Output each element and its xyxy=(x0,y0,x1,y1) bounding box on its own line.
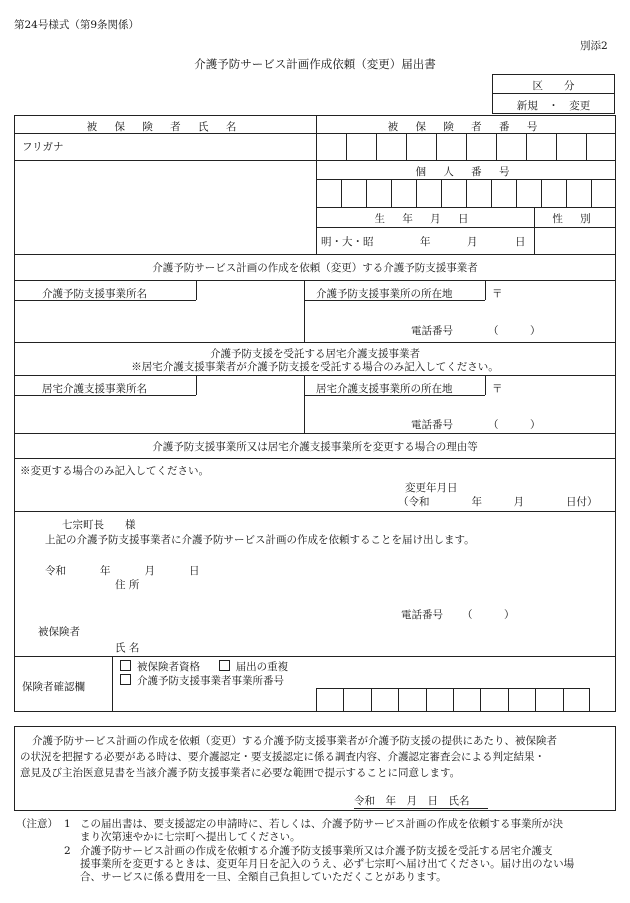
digit-cell-divider xyxy=(556,133,557,160)
kubun-value[interactable]: 新規 ・ 変更 xyxy=(516,100,591,112)
gender-label: 性 別 xyxy=(552,213,598,225)
digit-cell-divider xyxy=(566,179,567,207)
digit-cell-divider xyxy=(508,688,509,712)
prevention-phone-label: 電話番号 xyxy=(411,325,453,337)
digit-cell-divider xyxy=(480,688,481,712)
digit-cell-divider xyxy=(453,688,454,712)
digit-cell-divider xyxy=(516,179,517,207)
consent-text-3: 意見及び主治医意見書を当該介護予防支援事業者に必要な範囲で提示することに同意します。 xyxy=(20,767,461,779)
digit-cell-divider xyxy=(426,688,427,712)
digit-cell-divider xyxy=(416,179,417,207)
addressee: 七宗町長 様 xyxy=(62,519,136,531)
digit-cell-divider xyxy=(406,133,407,160)
address-label: 住 所 xyxy=(115,579,140,591)
digit-cell-divider xyxy=(526,133,527,160)
digit-cell-divider xyxy=(391,179,392,207)
birthdate-label: 生 年 月 日 xyxy=(374,213,476,225)
home-care-office-name-label: 居宅介護支援事業所名 xyxy=(42,383,147,395)
digit-cell-divider xyxy=(398,688,399,712)
prevention-phone-input[interactable]: （ ） xyxy=(488,325,541,337)
declaration-phone-input[interactable]: （ ） xyxy=(462,609,515,621)
digit-cell-divider xyxy=(371,688,372,712)
digit-cell-divider xyxy=(376,133,377,160)
insured-qualification-checkbox[interactable] xyxy=(120,660,131,671)
prevention-address-label: 介護予防支援事業所の所在地 xyxy=(316,288,453,300)
postal-mark: 〒 xyxy=(492,288,503,300)
change-reason-title: 介護予防支援事業所又は居宅介護支援事業所を変更する場合の理由等 xyxy=(152,441,478,453)
home-care-phone-label: 電話番号 xyxy=(411,419,453,431)
name-label: 氏 名 xyxy=(115,642,140,654)
personal-number-label: 個 人 番 号 xyxy=(415,166,517,178)
declaration-phone-label: 電話番号 xyxy=(401,609,443,621)
digit-cell-divider xyxy=(535,688,536,712)
change-reason-note: ※変更する場合のみ記入してください。 xyxy=(20,465,209,477)
digit-cell-divider xyxy=(563,688,564,712)
digit-cell-divider xyxy=(466,133,467,160)
note-1-line2: まり次第速やかに七宗町へ提出してください。 xyxy=(80,831,301,843)
consent-signature[interactable]: 令和 年 月 日 氏名 xyxy=(354,793,488,809)
furigana-label: フリガナ xyxy=(22,141,64,153)
note-1-line1: この届出書は、要支援認定の申請時に、若しくは、介護予防サービス計画の作成を依頼する事業所が決 xyxy=(80,818,563,830)
birthdate-era[interactable]: 明・大・昭 xyxy=(321,236,374,248)
page-title: 介護予防サービス計画作成依頼（変更）届出書 xyxy=(194,57,436,71)
attachment-label: 別添2 xyxy=(580,40,608,52)
confirmation-row-1: 被保険者資格 届出の重複 xyxy=(120,659,288,674)
duplicate-filing-checkbox[interactable] xyxy=(219,660,230,671)
digit-cell-divider xyxy=(366,179,367,207)
form-number: 第24号様式（第9条関係） xyxy=(14,19,140,31)
insured-name-label: 被 保 険 者 氏 名 xyxy=(86,121,244,133)
confirmation-row-2: 介護予防支援事業者事業所番号 xyxy=(120,673,284,688)
digit-cell-divider xyxy=(491,179,492,207)
office-number-checkbox[interactable] xyxy=(120,674,131,685)
main-form xyxy=(14,115,616,712)
digit-cell-divider xyxy=(586,133,587,160)
home-care-provider-note: ※居宅介護支援事業者が介護予防支援を受託する場合のみ記入してください。 xyxy=(131,361,499,373)
declaration-date[interactable]: 令和 年 月 日 xyxy=(45,565,200,577)
home-care-phone-input[interactable]: （ ） xyxy=(488,419,541,431)
insured-number-label: 被 保 険 者 番 号 xyxy=(387,121,545,133)
declaration-statement: 上記の介護予防支援事業者に介護予防サービス計画の作成を依頼することを届け出します。 xyxy=(45,534,475,546)
digit-cell-divider xyxy=(541,179,542,207)
home-care-provider-title: 介護予防支援を受託する居宅介護支援事業者 xyxy=(210,348,420,360)
digit-cell-divider xyxy=(591,179,592,207)
kubun-label: 区 分 xyxy=(532,80,575,92)
digit-cell-divider xyxy=(343,688,344,712)
postal-mark: 〒 xyxy=(492,383,503,395)
note-2-line3: 合、サービスに係る費用を一旦、全額自己負担していただくことがあります。 xyxy=(80,871,447,883)
insured-label: 被保険者 xyxy=(38,626,80,638)
prevention-office-name-label: 介護予防支援事業所名 xyxy=(42,288,147,300)
digit-cell-divider xyxy=(436,133,437,160)
digit-cell-divider xyxy=(341,179,342,207)
home-care-address-label: 居宅介護支援事業所の所在地 xyxy=(316,383,453,395)
prevention-provider-title: 介護予防サービス計画の作成を依頼（変更）する介護予防支援事業者 xyxy=(152,262,478,274)
consent-text-1: 介護予防サービス計画の作成を依頼（変更）する介護予防支援事業者が介護予防支援の提供にあたり、被保険者 xyxy=(32,735,557,747)
consent-text-2: の状況を把握する必要がある時は、要介護認定・要支援認定に係る調査内容、介護認定審査会による判定結果・ xyxy=(20,751,545,763)
notes-label: （注意） xyxy=(16,818,58,830)
change-date-label: 変更年月日 xyxy=(405,482,458,494)
digit-cell-divider xyxy=(496,133,497,160)
digit-cell-divider xyxy=(346,133,347,160)
digit-cell-divider xyxy=(466,179,467,207)
note-2-line2: 援事業所を変更するときは、変更年月日を記入のうえ、必ず七宗町へ届け出てください。届け出のない場 xyxy=(80,858,575,870)
digit-cell-divider xyxy=(441,179,442,207)
confirmation-label: 保険者確認欄 xyxy=(22,681,85,693)
note-2-line1: 介護予防サービス計画の作成を依頼する介護予防支援事業所又は介護予防支援を受託する居宅介護支 xyxy=(80,845,553,857)
change-date-input[interactable]: （令和 年 月 日付） xyxy=(398,496,598,508)
